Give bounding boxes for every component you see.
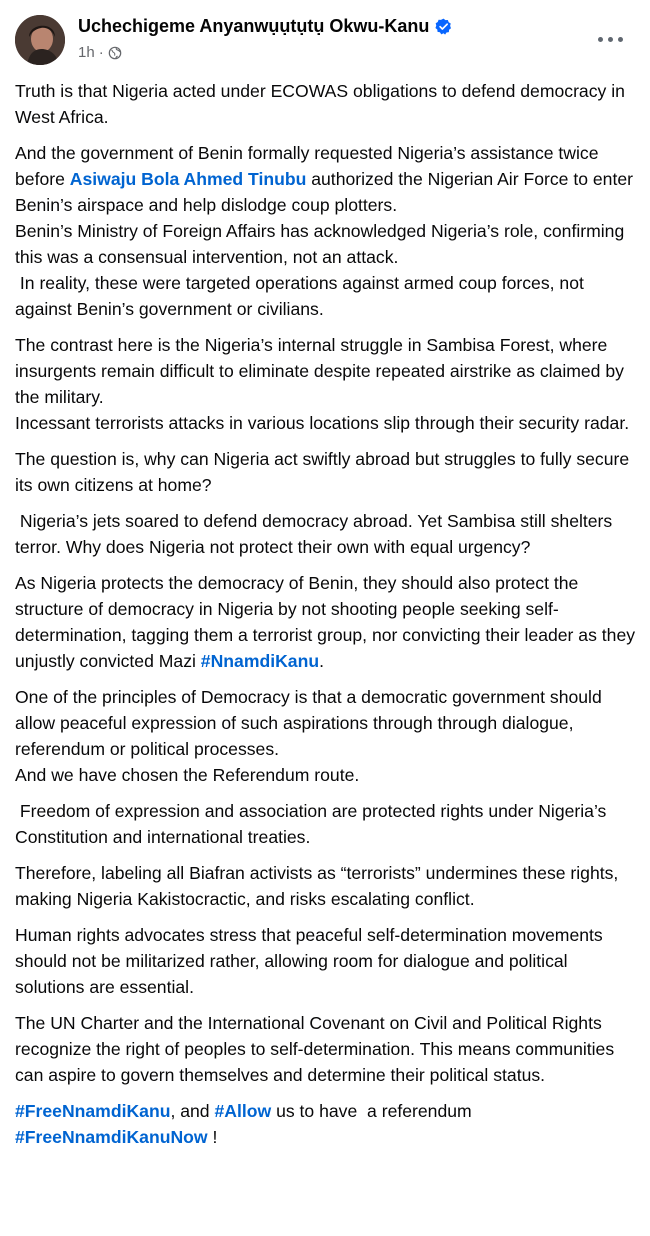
paragraph-6-text: As Nigeria protects the democracy of Benin, they should also protect the structure of democracy in Nigeria by not shooting people seeking self-determination, tagging them a terrorist group, nor convicting their leader as they unjustly convicted Mazi xyxy=(15,573,636,671)
hashtag-nnamdikanu-link[interactable]: #NnamdiKanu xyxy=(200,651,320,671)
author-name[interactable]: Uchechigeme Anyanwụụtụtụ Okwu-Kanu xyxy=(78,16,430,36)
paragraph-7-text: One of the principles of Democracy is that a democratic government should allow peaceful expression of such aspirations through through dialogue, referendum or political processes. xyxy=(15,687,602,759)
post-body xyxy=(15,78,640,1160)
paragraph-9: Therefore, labeling all Biafran activists as “terrorists” undermines these rights, making Nigeria Kakistocractic, and risks escalating conflict. xyxy=(15,863,619,909)
paragraph-12 xyxy=(15,1098,640,1150)
paragraph-10: Human rights advocates stress that peaceful self-determination movements should not be militarized rather, allowing room for dialogue and political solutions are essential. xyxy=(15,925,603,997)
paragraph-2-line-2: Benin’s Ministry of Foreign Affairs has acknowledged Nigeria’s role, confirming this was a consensual intervention, not an attack. xyxy=(15,221,625,267)
paragraph-2-text: And the government of Benin formally requested Nigeria’s assistance twice before xyxy=(15,143,599,189)
paragraph-3 xyxy=(15,332,640,436)
paragraph-2-line-3: In reality, these were targeted operations against armed coup forces, not against Benin’s government or civilians. xyxy=(15,273,589,319)
dot-1 xyxy=(598,37,603,42)
paragraph-6 xyxy=(15,570,640,674)
paragraph-11: The UN Charter and the International Covenant on Civil and Political Rights recognize the right of peoples to self-determination. This means communities can aspire to govern themselves and determine their political status. xyxy=(15,1013,615,1085)
paragraph-12-text-1: , and xyxy=(170,1101,215,1121)
dot-2 xyxy=(608,37,613,42)
paragraph-3-text: The contrast here is the Nigeria’s internal struggle in Sambisa Forest, where insurgents remain difficult to eliminate despite repeated airstrike as claimed by the military. xyxy=(15,335,624,407)
post-meta xyxy=(78,44,122,61)
more-options-icon[interactable] xyxy=(588,22,632,56)
meta-separator: · xyxy=(98,44,104,61)
paragraph-2-text-after: authorized the Nigerian Air Force to enter Benin’s airspace and help dislodge coup plotters. xyxy=(15,169,633,215)
mention-tinubu-link[interactable]: Asiwaju Bola Ahmed Tinubu xyxy=(69,169,307,189)
avatar-photo xyxy=(15,15,65,65)
paragraph-4: The question is, why can Nigeria act swiftly abroad but struggles to fully secure its own citizens at home? xyxy=(15,449,630,495)
paragraph-2 xyxy=(15,140,640,322)
paragraph-7 xyxy=(15,684,640,788)
globe-icon[interactable] xyxy=(108,46,122,60)
paragraph-1: Truth is that Nigeria acted under ECOWAS obligations to defend democracy in West Africa. xyxy=(15,81,625,127)
post-header xyxy=(0,0,650,80)
paragraph-7-line-2: And we have chosen the Referendum route. xyxy=(15,765,360,785)
paragraph-3-line-2: Incessant terrorists attacks in various locations slip through their security radar. xyxy=(15,413,630,433)
dot-3 xyxy=(618,37,623,42)
author-line xyxy=(78,16,452,37)
post-time[interactable]: 1h xyxy=(78,44,95,61)
paragraph-12-end: ! xyxy=(207,1127,218,1147)
hashtag-freennamdikanu-link[interactable]: #FreeNnamdiKanu xyxy=(15,1101,171,1121)
hashtag-freennamdikanunow-link[interactable]: #FreeNnamdiKanuNow xyxy=(15,1127,208,1147)
paragraph-12-text-2: us to have a referendum xyxy=(271,1101,472,1121)
verified-badge-icon xyxy=(435,18,452,35)
avatar[interactable] xyxy=(15,15,65,65)
paragraph-6-text-after: . xyxy=(319,651,324,671)
paragraph-5: Nigeria’s jets soared to defend democracy abroad. Yet Sambisa still shelters terror. Why does Nigeria not protect their own with equal urgency? xyxy=(15,511,618,557)
paragraph-8: Freedom of expression and association are protected rights under Nigeria’s Constitution and international treaties. xyxy=(15,801,612,847)
hashtag-allow-link[interactable]: #Allow xyxy=(214,1101,272,1121)
